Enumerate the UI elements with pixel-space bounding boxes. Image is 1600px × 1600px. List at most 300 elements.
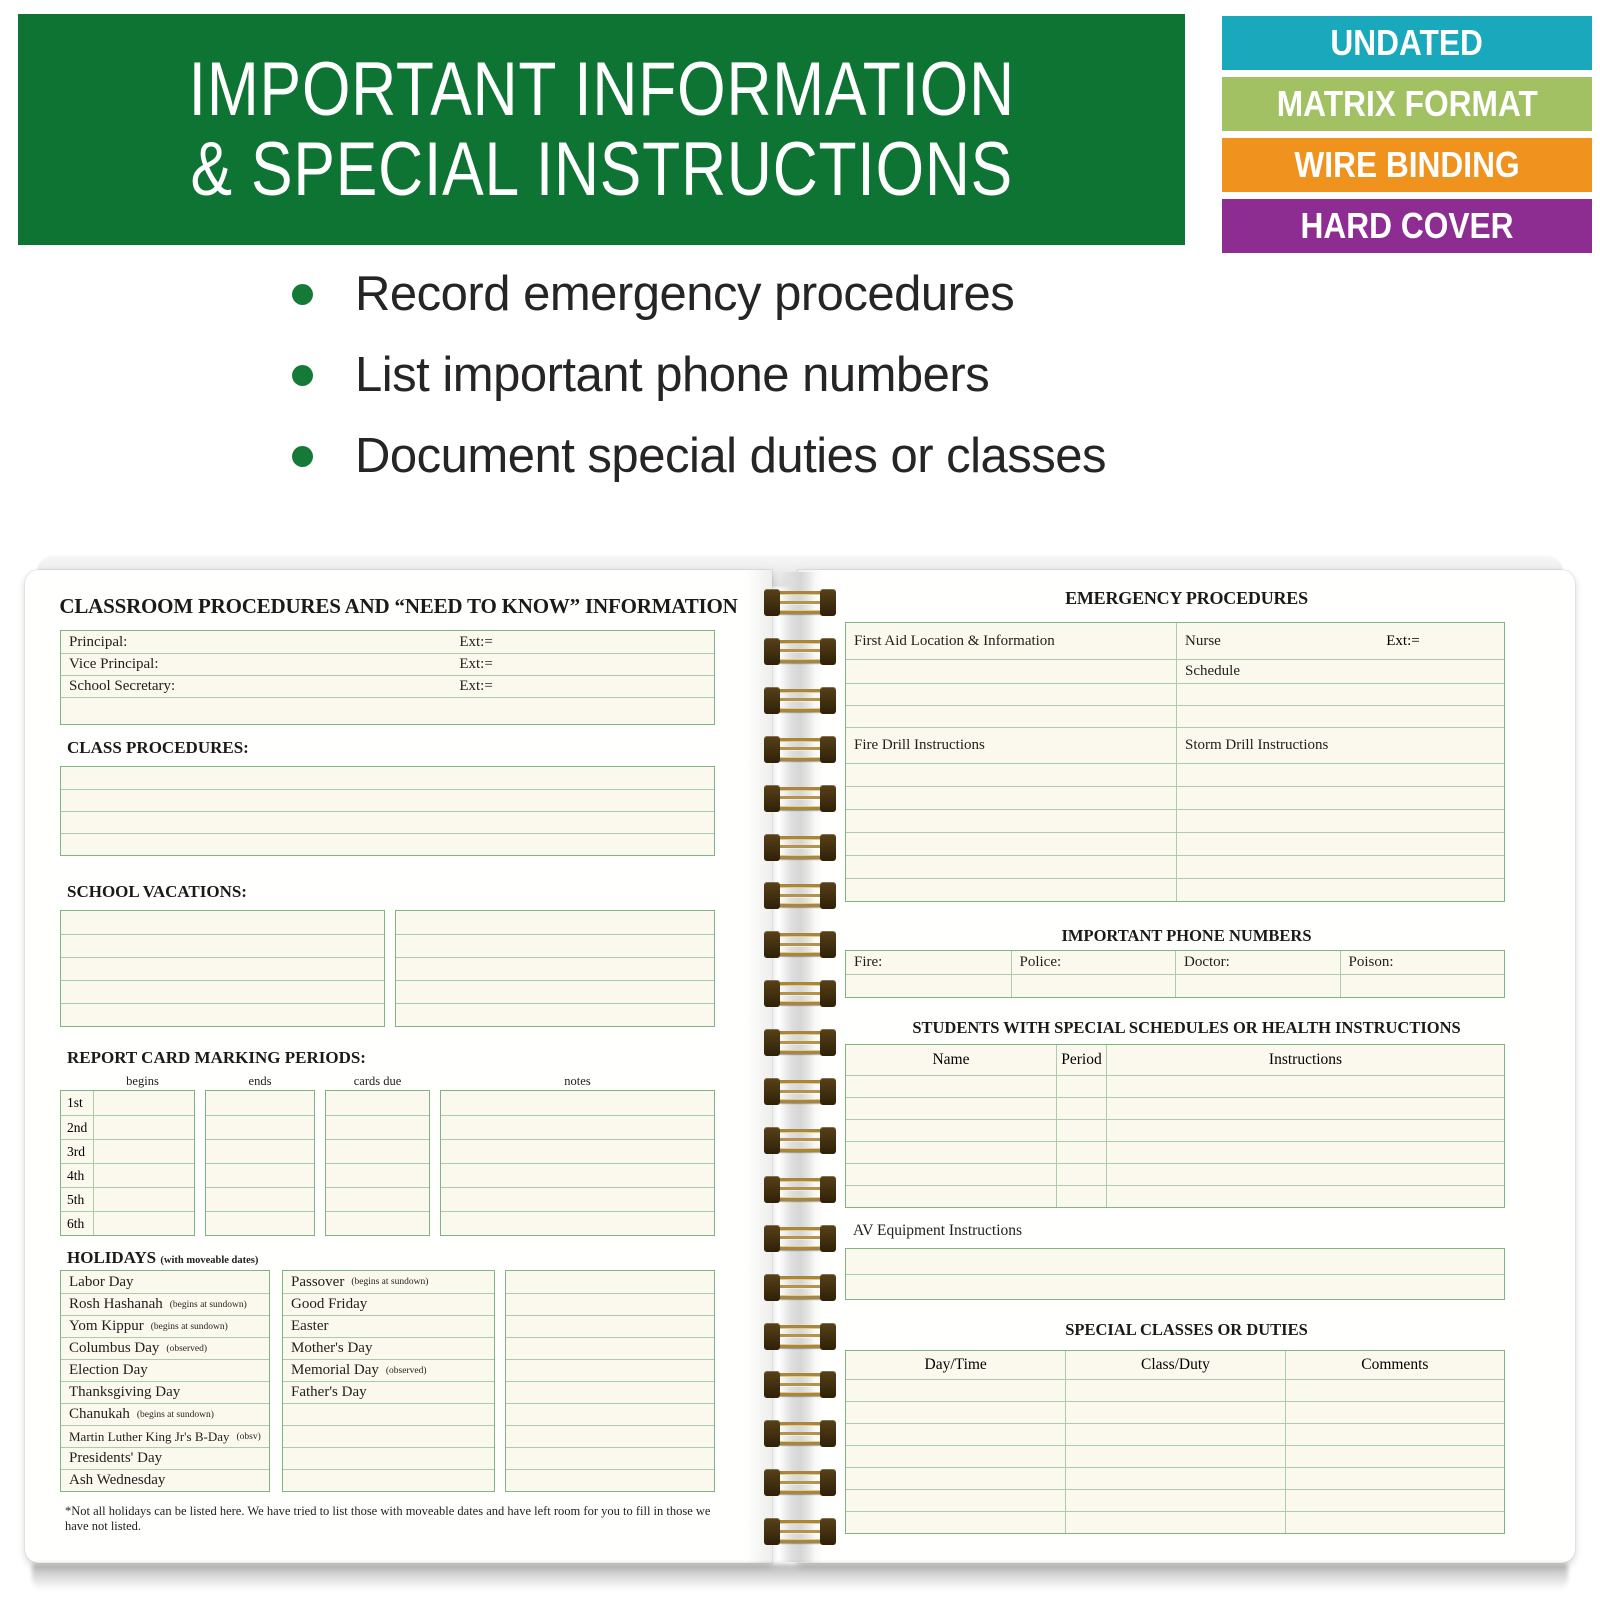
table-row <box>846 974 1504 997</box>
table-row <box>846 832 1504 855</box>
empty-cell <box>1065 1446 1284 1467</box>
binding-loop-icon <box>767 1520 833 1543</box>
period-label: 6th <box>67 1215 85 1231</box>
special-classes-table <box>845 1350 1505 1534</box>
holiday-note: (observed) <box>166 1343 208 1354</box>
table-row <box>846 1511 1504 1533</box>
holiday-name: Labor Day <box>69 1273 134 1290</box>
binding-loop-icon <box>767 1178 833 1201</box>
left-page <box>25 570 772 1563</box>
bullet-dot-icon <box>292 365 313 386</box>
phone-numbers-heading: IMPORTANT PHONE NUMBERS <box>1061 926 1312 945</box>
table-row <box>61 1211 194 1235</box>
empty-cell <box>846 833 1176 855</box>
binding-loop-icon <box>767 640 833 663</box>
table-row <box>506 1293 714 1315</box>
table-row <box>441 1187 714 1211</box>
table-row <box>61 833 714 855</box>
empty-cell <box>846 1164 1056 1185</box>
table-row <box>326 1211 429 1235</box>
table-row <box>846 1119 1504 1141</box>
table-row <box>326 1139 429 1163</box>
table-row <box>283 1337 494 1359</box>
binding-loop-icon <box>767 591 833 614</box>
table-row <box>61 1003 384 1026</box>
table-row <box>283 1381 494 1403</box>
report-card-begins-table <box>60 1090 195 1236</box>
table-row <box>846 809 1504 832</box>
table-row <box>396 911 714 934</box>
table-row <box>846 659 1504 683</box>
empty-cell <box>1340 975 1505 997</box>
table-row <box>506 1447 714 1469</box>
table-row <box>61 1403 269 1425</box>
table-row <box>61 1447 269 1469</box>
empty-cell <box>1056 1120 1106 1141</box>
holidays-table-col2 <box>282 1270 495 1492</box>
table-row <box>846 855 1504 878</box>
empty-cell <box>846 1098 1056 1119</box>
table-row <box>283 1271 494 1293</box>
report-card-notes-table <box>440 1090 715 1236</box>
ext-label: Ext:= <box>459 656 493 672</box>
empty-cell <box>1285 1490 1504 1511</box>
table-row <box>61 911 384 934</box>
schedule-label: Schedule <box>1185 663 1240 679</box>
holiday-note: (begins at sundown) <box>351 1277 429 1287</box>
binding-loop-icon <box>767 982 833 1005</box>
empty-cell <box>1285 1380 1504 1401</box>
empty-cell <box>1106 1142 1504 1163</box>
holiday-name: Easter <box>291 1318 329 1334</box>
table-row <box>206 1139 314 1163</box>
binding-loop-icon <box>767 738 833 761</box>
vacations-table-right <box>395 910 715 1027</box>
report-card-col-label: ends <box>248 1074 272 1088</box>
table-header-row <box>846 1351 1504 1379</box>
table-row <box>506 1425 714 1447</box>
binding-loop-icon <box>767 1031 833 1054</box>
holidays-subheading: (with moveable dates) <box>160 1255 259 1266</box>
table-row <box>441 1115 714 1139</box>
table-row <box>206 1115 314 1139</box>
nurse-label: Nurse <box>1185 632 1221 649</box>
holiday-note: (obsv) <box>236 1431 261 1442</box>
empty-cell <box>1056 1142 1106 1163</box>
table-row <box>846 1097 1504 1119</box>
holidays-heading <box>67 1248 258 1268</box>
bullet-text: List important phone numbers <box>355 348 990 402</box>
table-row <box>846 623 1504 659</box>
fire-drill-cell <box>846 728 1176 763</box>
table-row <box>61 1115 194 1139</box>
table-row <box>206 1091 314 1115</box>
table-row <box>61 1337 269 1359</box>
table-row <box>846 683 1504 705</box>
table-row <box>846 1445 1504 1467</box>
table-row <box>206 1163 314 1187</box>
poison-cell <box>1340 951 1505 974</box>
emergency-table <box>845 622 1505 902</box>
holiday-name: Martin Luther King Jr's B-Day <box>69 1428 230 1444</box>
police-label: Police: <box>1019 954 1062 970</box>
table-header-row <box>846 1045 1504 1075</box>
empty-cell <box>1176 684 1504 705</box>
holiday-note: (begins at sundown) <box>136 1409 214 1420</box>
empty-cell <box>1065 1402 1284 1423</box>
table-row <box>61 1163 194 1187</box>
feature-badges <box>1222 16 1592 260</box>
class-procedures-table <box>60 766 715 856</box>
empty-cell <box>846 1446 1065 1467</box>
table-row <box>61 1187 194 1211</box>
holiday-name: Ash Wednesday <box>69 1472 166 1488</box>
binding-loop-icon <box>767 1422 833 1445</box>
banner-line2: & SPECIAL INSTRUCTIONS <box>190 126 1013 212</box>
phone-numbers-table <box>845 950 1505 998</box>
table-row <box>846 1274 1504 1299</box>
school-vacations-heading: SCHOOL VACATIONS: <box>67 882 247 901</box>
empty-cell <box>846 660 1176 683</box>
table-row <box>61 1359 269 1381</box>
bullet-item <box>292 430 1106 482</box>
empty-cell <box>1285 1468 1504 1489</box>
holiday-name: Presidents' Day <box>69 1450 163 1466</box>
holiday-name: Thanksgiving Day <box>69 1384 181 1400</box>
table-row <box>61 1293 269 1315</box>
table-row <box>441 1211 714 1235</box>
binding-loop-icon <box>767 836 833 859</box>
empty-cell <box>1106 1076 1504 1097</box>
schedule-cell <box>1176 660 1504 683</box>
table-row <box>61 934 384 957</box>
table-row <box>283 1447 494 1469</box>
table-row <box>506 1315 714 1337</box>
table-row <box>206 1187 314 1211</box>
ext-label: Ext:= <box>459 633 493 650</box>
empty-cell <box>1176 706 1504 727</box>
table-row <box>441 1091 714 1115</box>
period-label: 4th <box>67 1167 85 1183</box>
table-row <box>506 1337 714 1359</box>
binding-loop-icon <box>767 1373 833 1396</box>
table-row <box>283 1469 494 1491</box>
badge-wire-binding <box>1222 138 1592 192</box>
ext-label: Ext:= <box>1386 632 1420 649</box>
holidays-heading-text: HOLIDAYS <box>67 1248 157 1267</box>
holidays-table-col1 <box>60 1270 270 1492</box>
begins-cell <box>93 1140 194 1163</box>
report-card-ends-table <box>205 1090 315 1236</box>
empty-cell <box>1176 764 1504 786</box>
table-row <box>396 980 714 1003</box>
page-gap-shadow <box>779 572 815 1562</box>
period-label: 5th <box>67 1191 85 1207</box>
table-row <box>846 1379 1504 1401</box>
table-row <box>283 1293 494 1315</box>
empty-cell <box>1056 1098 1106 1119</box>
empty-cell <box>846 879 1176 901</box>
empty-cell <box>846 810 1176 832</box>
table-row <box>61 1469 269 1491</box>
table-row <box>61 1271 269 1293</box>
table-row <box>283 1403 494 1425</box>
table-row <box>206 1211 314 1235</box>
begins-cell <box>93 1091 194 1115</box>
holiday-name: Father's Day <box>291 1384 367 1400</box>
badge-label: MATRIX FORMAT <box>1276 83 1538 124</box>
holiday-name: Election Day <box>69 1362 148 1378</box>
begins-cell <box>93 1212 194 1235</box>
nurse-cell <box>1176 623 1504 659</box>
table-row <box>846 878 1504 901</box>
table-row <box>283 1359 494 1381</box>
banner-title <box>188 46 1015 212</box>
empty-cell <box>846 1380 1065 1401</box>
empty-cell <box>846 1402 1065 1423</box>
table-row <box>396 934 714 957</box>
holiday-name: Yom Kippur <box>69 1318 144 1334</box>
table-row <box>441 1163 714 1187</box>
contact-label: School Secretary: <box>69 678 176 694</box>
empty-cell <box>1176 787 1504 809</box>
table-row <box>396 1003 714 1026</box>
table-row <box>283 1425 494 1447</box>
badge-label: HARD COVER <box>1300 205 1514 246</box>
bullet-item <box>292 268 1106 320</box>
table-row <box>61 697 714 724</box>
table-row <box>846 1163 1504 1185</box>
table-row <box>846 786 1504 809</box>
storm-drill-cell <box>1176 728 1504 763</box>
badge-label: WIRE BINDING <box>1294 144 1520 185</box>
bullet-text: Document special duties or classes <box>355 429 1107 483</box>
first-aid-label: First Aid Location & Information <box>854 632 1055 649</box>
empty-cell <box>1106 1098 1504 1119</box>
report-card-heading: REPORT CARD MARKING PERIODS: <box>67 1048 366 1067</box>
table-row <box>326 1115 429 1139</box>
bullet-list <box>292 268 1106 511</box>
table-row <box>326 1187 429 1211</box>
table-row <box>61 980 384 1003</box>
empty-cell <box>846 1490 1065 1511</box>
table-row <box>61 631 714 653</box>
table-row <box>61 1315 269 1337</box>
binding-loop-icon <box>767 884 833 907</box>
table-row <box>61 675 714 697</box>
table-row <box>61 767 714 789</box>
empty-cell <box>1285 1446 1504 1467</box>
contacts-table <box>60 630 715 725</box>
bullet-text: Record emergency procedures <box>355 267 1015 321</box>
table-row <box>61 957 384 980</box>
binding-loop-icon <box>767 1325 833 1348</box>
table-row <box>846 1467 1504 1489</box>
empty-cell <box>846 975 1011 997</box>
holiday-name: Chanukah <box>69 1406 130 1422</box>
banner-line1: IMPORTANT INFORMATION <box>188 46 1015 132</box>
report-card-col-label: cards due <box>353 1074 402 1088</box>
holiday-name: Good Friday <box>291 1296 368 1312</box>
av-equipment-label: AV Equipment Instructions <box>853 1222 1023 1239</box>
badge-undated <box>1222 16 1592 70</box>
table-row <box>846 727 1504 763</box>
left-page-title: CLASSROOM PROCEDURES AND “NEED TO KNOW” INFORMATION <box>59 594 738 618</box>
vacations-table-left <box>60 910 385 1027</box>
table-row <box>846 1185 1504 1207</box>
holiday-note: (begins at sundown) <box>150 1321 228 1332</box>
table-row <box>506 1469 714 1491</box>
table-row <box>396 957 714 980</box>
bullet-item <box>292 349 1106 401</box>
empty-cell <box>1065 1490 1284 1511</box>
empty-cell <box>1106 1186 1504 1207</box>
table-row <box>61 811 714 833</box>
empty-cell <box>1175 975 1340 997</box>
students-heading: STUDENTS WITH SPECIAL SCHEDULES OR HEALTH INSTRUCTIONS <box>912 1018 1461 1037</box>
table-row <box>326 1163 429 1187</box>
doctor-label: Doctor: <box>1184 954 1230 970</box>
empty-cell <box>846 1142 1056 1163</box>
badge-hard-cover <box>1222 199 1592 253</box>
empty-cell <box>1285 1512 1504 1533</box>
period-label: 2nd <box>67 1119 88 1135</box>
binding-loop-icon <box>767 1471 833 1494</box>
binding-loop-icon <box>767 1129 833 1152</box>
empty-cell <box>846 706 1176 727</box>
students-table <box>845 1044 1505 1208</box>
empty-cell <box>846 1468 1065 1489</box>
binding-loop-icon <box>767 1080 833 1103</box>
holiday-name: Columbus Day <box>69 1340 160 1356</box>
name-column-header: Name <box>932 1051 970 1068</box>
table-row <box>441 1139 714 1163</box>
contact-label: Principal: <box>69 633 128 650</box>
table-row <box>846 1423 1504 1445</box>
contact-label: Vice Principal: <box>69 656 159 672</box>
table-row <box>846 1141 1504 1163</box>
ext-label: Ext:= <box>459 678 493 694</box>
badge-matrix-format <box>1222 77 1592 131</box>
table-row <box>61 789 714 811</box>
table-row <box>506 1403 714 1425</box>
storm-drill-label: Storm Drill Instructions <box>1185 737 1329 753</box>
badge-label: UNDATED <box>1330 22 1484 63</box>
empty-cell <box>846 787 1176 809</box>
instructions-column-header: Instructions <box>1106 1045 1504 1075</box>
table-row <box>61 1425 269 1447</box>
empty-cell <box>1065 1512 1284 1533</box>
special-classes-heading: SPECIAL CLASSES OR DUTIES <box>1065 1320 1308 1339</box>
poison-label: Poison: <box>1348 954 1394 970</box>
bullet-dot-icon <box>292 284 313 305</box>
empty-cell <box>1056 1186 1106 1207</box>
empty-cell <box>1176 856 1504 878</box>
table-row <box>506 1381 714 1403</box>
empty-cell <box>1065 1424 1284 1445</box>
right-page <box>798 570 1575 1563</box>
period-column-header: Period <box>1056 1045 1106 1075</box>
empty-cell <box>846 1120 1056 1141</box>
binding-loop-icon <box>767 933 833 956</box>
empty-cell <box>1176 810 1504 832</box>
binding-loop-icon <box>767 1276 833 1299</box>
empty-cell <box>846 684 1176 705</box>
first-aid-cell <box>846 623 1176 659</box>
holiday-name: Rosh Hashanah <box>69 1296 163 1312</box>
bullet-dot-icon <box>292 446 313 467</box>
holiday-name: Mother's Day <box>291 1340 373 1356</box>
empty-cell <box>846 856 1176 878</box>
empty-cell <box>1285 1424 1504 1445</box>
table-row <box>61 653 714 675</box>
class-duty-column-header: Class/Duty <box>1065 1351 1284 1379</box>
fire-drill-label: Fire Drill Instructions <box>854 737 985 753</box>
begins-cell <box>93 1164 194 1187</box>
table-row <box>61 1381 269 1403</box>
right-page-title: EMERGENCY PROCEDURES <box>1065 588 1308 608</box>
empty-cell <box>1056 1164 1106 1185</box>
holidays-table-col3 <box>505 1270 715 1492</box>
fire-label: Fire: <box>854 954 883 970</box>
holiday-note: (begins at sundown) <box>169 1299 247 1310</box>
table-row <box>326 1091 429 1115</box>
begins-cell <box>93 1188 194 1211</box>
holiday-name: Memorial Day <box>291 1362 379 1378</box>
day-time-column-header: Day/Time <box>924 1356 987 1373</box>
fire-cell <box>846 951 1011 974</box>
binding-loop-icon <box>767 689 833 712</box>
holiday-note: (observed) <box>385 1365 427 1376</box>
empty-cell <box>1065 1468 1284 1489</box>
empty-cell <box>846 1186 1056 1207</box>
comments-column-header: Comments <box>1285 1351 1504 1379</box>
table-row <box>61 1091 194 1115</box>
table-row <box>846 1075 1504 1097</box>
binding-loop-icon <box>767 787 833 810</box>
period-label: 1st <box>67 1095 83 1110</box>
table-row <box>846 1249 1504 1274</box>
period-label: 3rd <box>67 1143 85 1159</box>
av-equipment-table <box>845 1248 1505 1300</box>
spread-bottom-shadow <box>32 1564 1568 1590</box>
empty-cell <box>1285 1402 1504 1423</box>
empty-cell <box>846 1424 1065 1445</box>
class-procedures-heading: CLASS PROCEDURES: <box>67 738 249 757</box>
empty-cell <box>1056 1076 1106 1097</box>
doctor-cell <box>1175 951 1340 974</box>
empty-cell <box>1011 975 1176 997</box>
table-row <box>846 705 1504 727</box>
table-row <box>846 763 1504 786</box>
table-row <box>61 1139 194 1163</box>
table-row <box>283 1315 494 1337</box>
table-row <box>846 1489 1504 1511</box>
table-row <box>846 1401 1504 1423</box>
binding-loop-icon <box>767 1227 833 1250</box>
empty-cell <box>846 764 1176 786</box>
begins-cell <box>93 1116 194 1139</box>
empty-cell <box>1065 1380 1284 1401</box>
police-cell <box>1011 951 1176 974</box>
empty-cell <box>1176 833 1504 855</box>
empty-cell <box>846 1512 1065 1533</box>
empty-cell <box>1106 1164 1504 1185</box>
banner <box>18 14 1185 245</box>
empty-cell <box>1106 1120 1504 1141</box>
empty-cell <box>1176 879 1504 901</box>
table-row <box>506 1271 714 1293</box>
